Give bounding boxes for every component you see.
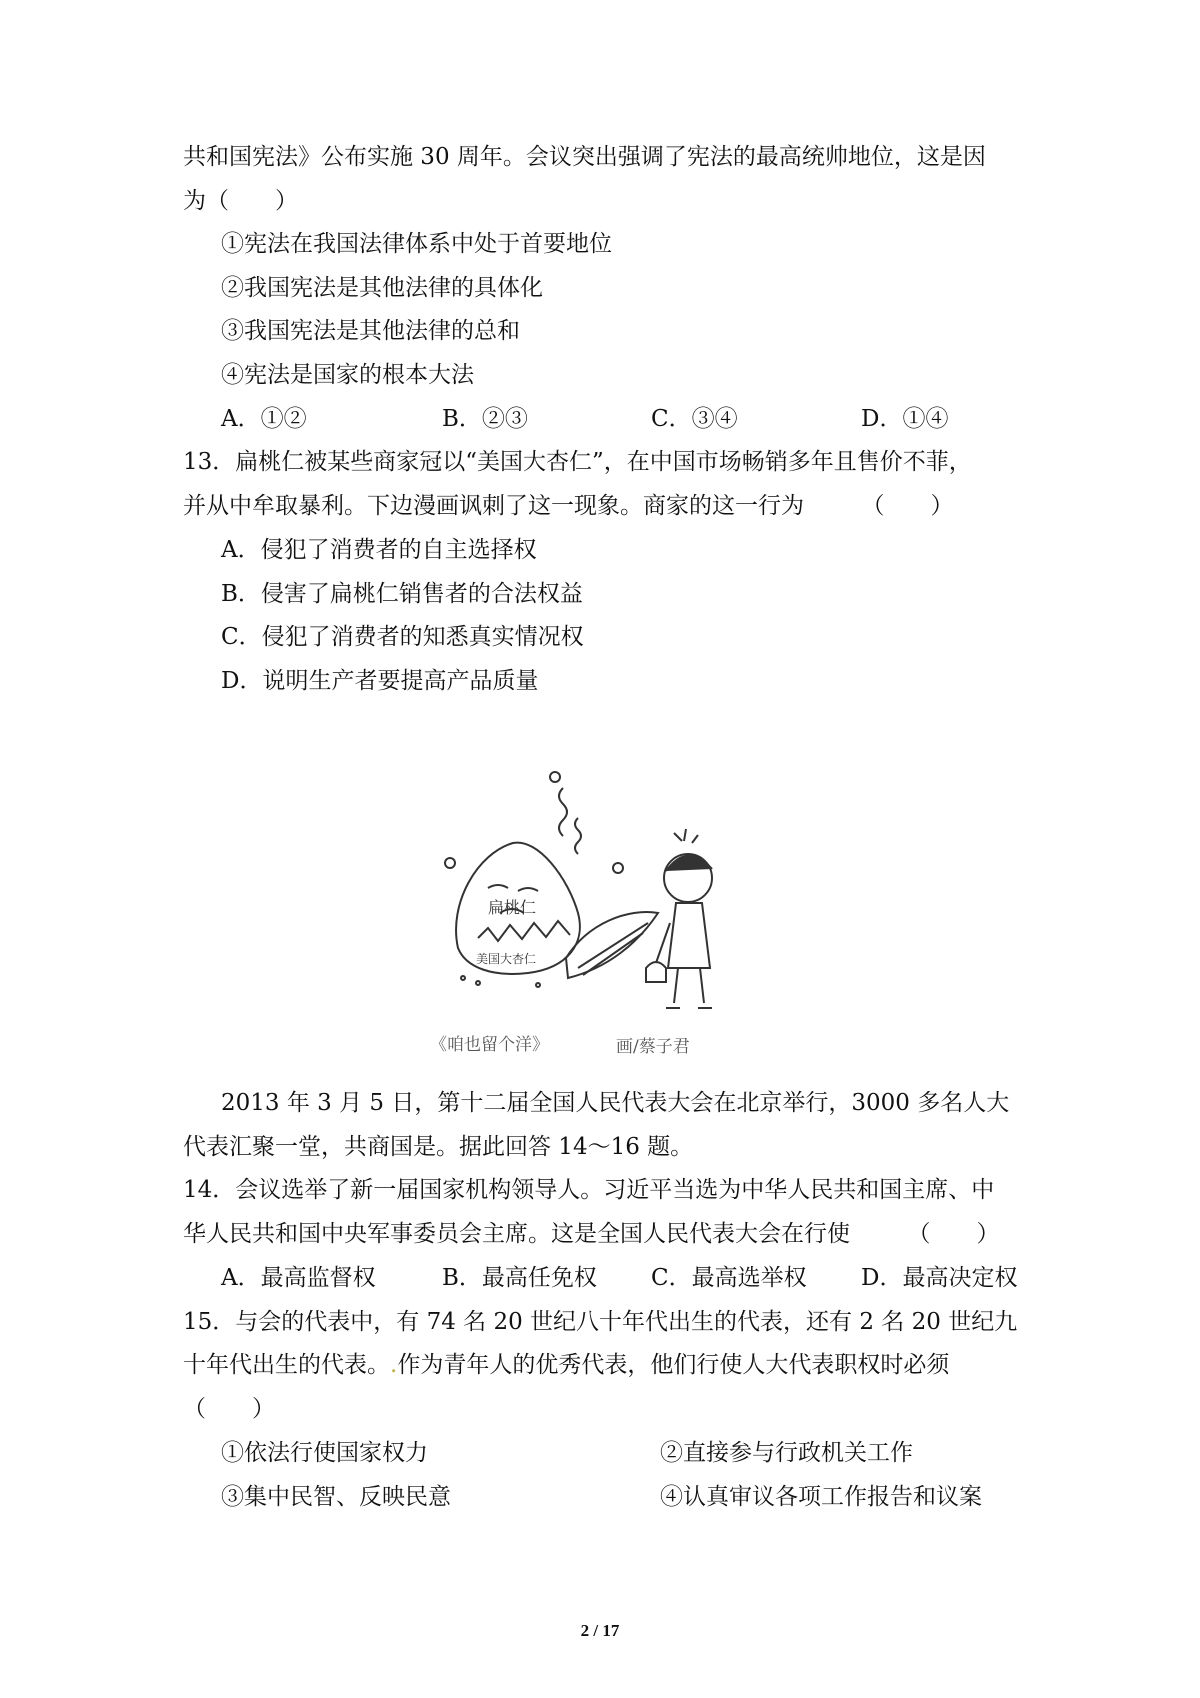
q15-item-4: ④认真审议各项工作报告和议案 xyxy=(660,1484,982,1510)
q14-option-b: B．最高任免权 xyxy=(442,1265,597,1291)
q15-stem-line2-dot: . xyxy=(390,1352,398,1378)
q15-stem-line2-part-b: 作为青年人的优秀代表，他们行使人大代表职权时必须 xyxy=(397,1352,950,1378)
cartoon-caption-title: 《咱也留个洋》 xyxy=(430,1035,549,1055)
q13-option-d: D．说明生产者要提高产品质量 xyxy=(221,668,539,694)
q14-stem-line2: 华人民共和国中央军事委员会主席。这是全国人民代表大会在行使 （ ） xyxy=(183,1221,1000,1247)
q12-item-1: ①宪法在我国法律体系中处于首要地位 xyxy=(221,231,612,257)
q12-item-4: ④宪法是国家的根本大法 xyxy=(221,362,474,388)
q13-stem-line1: 13．扁桃仁被某些商家冠以“美国大杏仁”，在中国市场畅销多年且售价不菲， xyxy=(183,449,972,475)
q14-stem-line1: 14．会议选举了新一届国家机构领导人。习近平当选为中华人民共和国主席、中 xyxy=(183,1177,995,1203)
q12-option-c: C．③④ xyxy=(651,406,738,432)
q12-option-d: D．①④ xyxy=(861,406,949,432)
q12-option-a: A．①② xyxy=(221,406,307,432)
q15-stem-line2 xyxy=(183,1350,949,1380)
q12-options xyxy=(0,404,1200,434)
q13-option-a: A．侵犯了消费者的自主选择权 xyxy=(221,537,537,563)
q15-stem-line1: 15．与会的代表中，有 74 名 20 世纪八十年代出生的代表，还有 2 名 20 世纪九 xyxy=(183,1309,1018,1335)
q13-stem-line2: 并从中牟取暴利。下边漫画讽刺了这一现象。商家的这一行为 （ ） xyxy=(183,493,954,519)
cartoon-label-nut: 扁桃仁 xyxy=(488,898,537,917)
q12-stem-line2: 为（ ） xyxy=(183,188,298,214)
q13-option-c: C．侵犯了消费者的知悉真实情况权 xyxy=(221,624,584,650)
q14-options xyxy=(0,1263,1200,1293)
intro-line2: 代表汇聚一堂，共商国是。据此回答 14～16 题。 xyxy=(183,1134,694,1160)
q15-item-2: ②直接参与行政机关工作 xyxy=(660,1440,913,1466)
page-number: 2 / 17 xyxy=(580,1621,620,1640)
q15-item-1: ①依法行使国家权力 xyxy=(221,1440,428,1466)
q12-option-b: B．②③ xyxy=(442,406,528,432)
q12-item-3: ③我国宪法是其他法律的总和 xyxy=(221,318,520,344)
q12-stem-line1: 共和国宪法》公布实施 30 周年。会议突出强调了宪法的最高统帅地位，这是因 xyxy=(183,144,986,170)
q15-stem-line3: （ ） xyxy=(183,1396,275,1422)
cartoon-caption-author: 画/蔡子君 xyxy=(616,1037,690,1057)
q14-option-d: D．最高决定权 xyxy=(861,1265,1018,1291)
cartoon-illustration xyxy=(418,763,768,1023)
q13-option-b: B．侵害了扁桃仁销售者的合法权益 xyxy=(221,581,583,607)
q15-stem-line2-part-a: 十年代出生的代表。 xyxy=(183,1352,390,1378)
intro-line1: 2013 年 3 月 5 日，第十二届全国人民代表大会在北京举行，3000 多名人大 xyxy=(221,1090,1010,1116)
cartoon-label-shell: 美国大杏仁 xyxy=(476,952,537,966)
q12-item-2: ②我国宪法是其他法律的具体化 xyxy=(221,275,543,301)
q15-item-3: ③集中民智、反映民意 xyxy=(221,1484,451,1510)
cartoon-figure xyxy=(418,763,768,1063)
q14-option-a: A．最高监督权 xyxy=(221,1265,376,1291)
q14-option-c: C．最高选举权 xyxy=(651,1265,807,1291)
